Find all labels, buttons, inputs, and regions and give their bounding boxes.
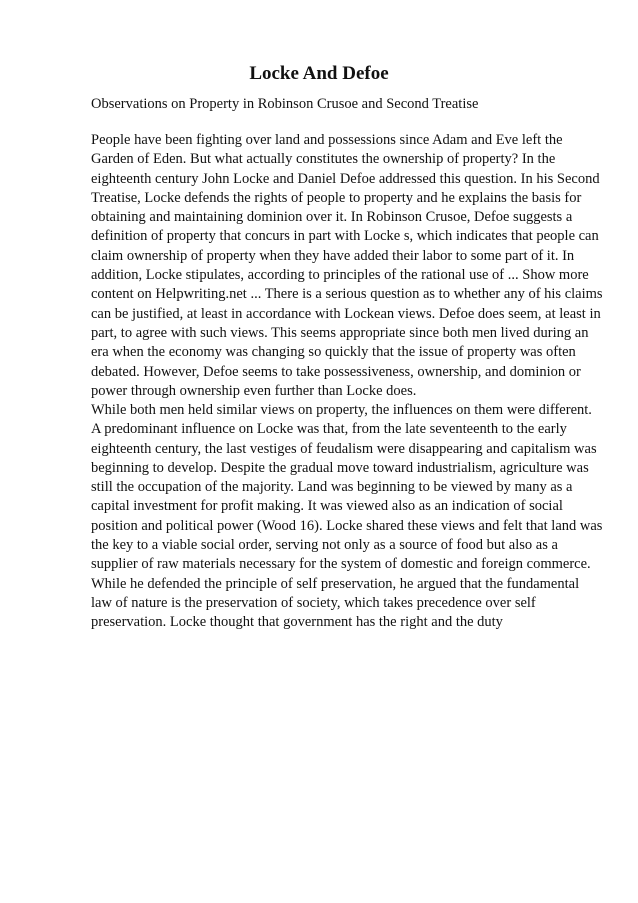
body-paragraph-1: People have been fighting over land and possessions since Adam and Eve left the Garden of Eden. But what actually constitutes the ownership of property? In the eighteenth century John Locke and Daniel Defoe addressed this question. In his Second Treatise, Locke defends the rights of people to property and he explains the basis for obtaining and maintaining dominion over it. In Robinson Crusoe, Defoe suggests a definition of property that concurs in part with Locke s, which indicates that people can claim ownership of property when they have added their labor to some part of it. In addition, Locke stipulates, according to principles of the rational use of ... Show more content on Helpwriting.net ... There is a serious question as to whether any of his claims can be justified, at least in accordance with Lockean views. Defoe does seem, at least in part, to agree with such views. This seems appropriate since both men lived during an era when the economy was changing so quickly that the issue of property was often debated. However, Defoe seems to take possessiveness, ownership, and dominion or power through ownership even further than Locke does. <box>91 132 603 399</box>
document-title: Locke And Defoe <box>249 63 389 84</box>
document-subtitle: Observations on Property in Robinson Crusoe and Second Treatise <box>91 96 479 112</box>
body-paragraph-2: While both men held similar views on property, the influences on them were different. A predominant influence on Locke was that, from the late seventeenth to the early eighteenth century, the last vestiges of feudalism were disappearing and capitalism was beginning to develop. Despite the gradual move toward industrialism, agriculture was still the occupation of the majority. Land was beginning to be viewed by many as a capital investment for profit making. It was viewed also as an indication of social position and political power (Wood 16). Locke shared these views and felt that land was the key to a viable social order, serving not only as a source of food but also as a supplier of raw materials necessary for the system of domestic and foreign commerce. While he defended the principle of self preservation, he argued that the fundamental law of nature is the preservation of society, which takes precedence over self preservation. Locke thought that government has the right and the duty <box>91 402 603 631</box>
